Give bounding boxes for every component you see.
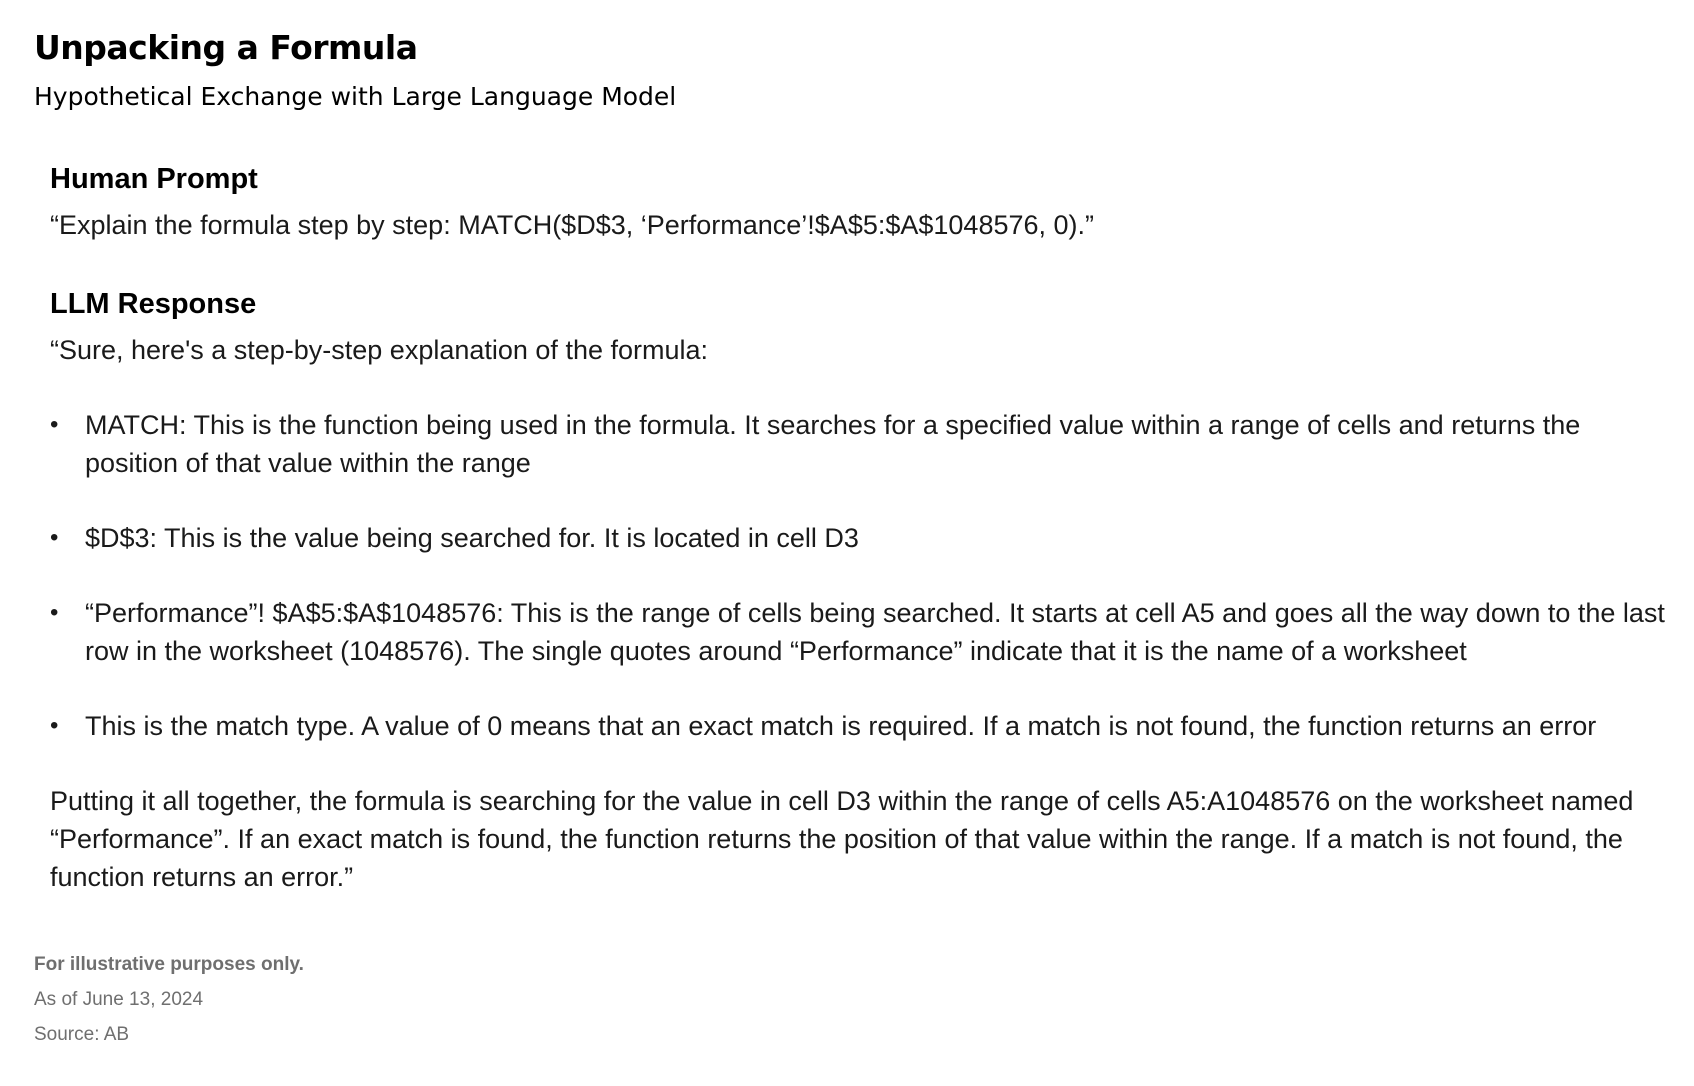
list-item xyxy=(50,594,1670,670)
exchange-content xyxy=(50,160,1670,896)
page-title: Unpacking a Formula xyxy=(34,28,418,67)
source-note: Source: AB xyxy=(34,1024,130,1045)
bullet-text: “Performance”! $A$5:$A$1048576: This is the range of cells being searched. It starts at cell A5 and goes all the way down to the last row in the worksheet (1048576). The single quotes around “Performance” indicate that it is the name of a worksheet xyxy=(85,598,1665,666)
response-bullet-list xyxy=(50,406,1670,745)
response-summary: Putting it all together, the formula is searching for the value in cell D3 within the range of cells A5:A1048576 on the worksheet named “Performance”. If an exact match is found, the function returns the position of that value within the range. If a match is not found, the function returns an error.” xyxy=(50,786,1634,892)
list-item xyxy=(50,406,1670,482)
footer xyxy=(34,953,304,1058)
prompt-text: “Explain the formula step by step: MATCH($D$3, ‘Performance’!$A$5:$A$1048576, 0).” xyxy=(50,210,1095,240)
bullet-text: This is the match type. A value of 0 means that an exact match is required. If a match is not found, the function returns an error xyxy=(85,711,1597,741)
bullet-text: MATCH: This is the function being used in the formula. It searches for a specified value within a range of cells and returns the position of that value within the range xyxy=(85,410,1581,478)
response-intro: “Sure, here's a step-by-step explanation of the formula: xyxy=(50,335,709,365)
list-item xyxy=(50,707,1670,745)
prompt-heading: Human Prompt xyxy=(50,163,258,195)
bullet-icon: • xyxy=(50,712,59,739)
bullet-icon: • xyxy=(50,599,59,626)
document xyxy=(34,26,1674,896)
bullet-icon: • xyxy=(50,524,59,551)
response-heading: LLM Response xyxy=(50,288,257,320)
bullet-text: $D$3: This is the value being searched for. It is located in cell D3 xyxy=(85,523,859,553)
list-item xyxy=(50,519,1670,557)
date-note: As of June 13, 2024 xyxy=(34,989,204,1010)
bullet-icon: • xyxy=(50,411,59,438)
page-subtitle: Hypothetical Exchange with Large Language Model xyxy=(34,82,677,111)
disclaimer-note: For illustrative purposes only. xyxy=(34,954,304,975)
